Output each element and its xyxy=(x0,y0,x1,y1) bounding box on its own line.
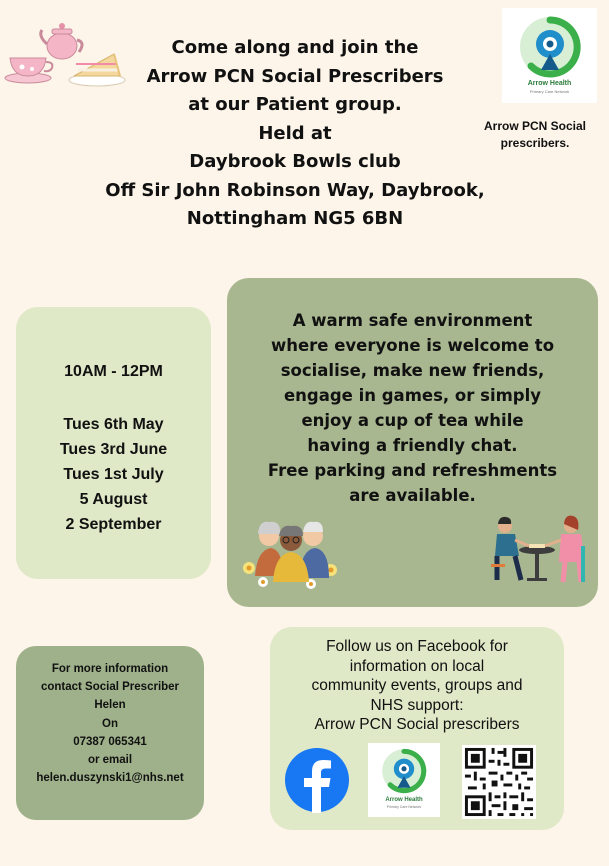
welcome-line: A warm safe environment xyxy=(292,311,533,330)
welcome-line: having a friendly chat. xyxy=(307,436,518,455)
session-date: Tues 1st July xyxy=(63,466,164,483)
title-line: Nottingham NG5 6BN xyxy=(186,208,404,229)
welcome-line: enjoy a cup of tea while xyxy=(301,411,524,430)
arrow-health-logo-mark xyxy=(380,747,428,795)
title-line: Off Sir John Robinson Way, Daybrook, xyxy=(105,179,485,201)
session-date: Tues 6th May xyxy=(63,416,164,433)
session-date: 2 September xyxy=(65,516,162,533)
arrow-health-logo-small xyxy=(368,743,440,817)
arrow-health-logo xyxy=(502,8,597,103)
caption-line: Arrow PCN Social xyxy=(483,119,587,133)
follow-us-box xyxy=(270,627,564,830)
logo-name: Arrow Health xyxy=(527,80,572,87)
follow-line: NHS support: xyxy=(370,696,464,714)
arrow-health-logo-mark xyxy=(517,14,583,80)
schedule-box xyxy=(16,307,211,579)
welcome-box xyxy=(227,278,598,607)
event-title xyxy=(60,34,530,234)
follow-line: information on local xyxy=(349,657,485,675)
welcome-line: engage in games, or simply xyxy=(283,386,542,405)
email-address[interactable]: helen.duszynski1@nhs.net xyxy=(36,772,184,785)
welcome-line: Free parking and refreshments xyxy=(267,461,558,480)
contact-box xyxy=(16,646,204,820)
title-line: Daybrook Bowls club xyxy=(189,151,401,172)
contact-line: or email xyxy=(87,754,133,767)
org-caption xyxy=(474,118,596,152)
caption-line: prescribers. xyxy=(500,136,570,150)
contact-line: contact Social Prescriber xyxy=(40,681,180,694)
chess-players-illustration xyxy=(485,506,593,590)
welcome-line: are available. xyxy=(349,486,476,505)
title-line: Come along and join the xyxy=(171,37,419,58)
session-date: 5 August xyxy=(79,491,148,508)
facebook-icon[interactable] xyxy=(284,747,350,813)
title-line: Arrow PCN Social Prescribers xyxy=(146,65,444,87)
welcome-line: socialise, make new friends, xyxy=(280,361,545,380)
elderly-group-illustration xyxy=(241,506,341,592)
title-line: at our Patient group. xyxy=(188,94,402,115)
facebook-page-name: Arrow PCN Social prescribers xyxy=(314,716,520,733)
follow-us-text xyxy=(270,637,564,735)
logo-name: Arrow Health xyxy=(385,797,423,803)
title-line: Held at xyxy=(258,122,332,144)
session-time: 10AM - 12PM xyxy=(64,363,163,380)
follow-line: Follow us on Facebook for xyxy=(326,638,508,655)
logo-subtitle: Primary Care Network xyxy=(386,805,422,809)
contact-name: Helen xyxy=(94,699,126,712)
session-date: Tues 3rd June xyxy=(59,441,168,458)
contact-line: For more information xyxy=(51,663,169,675)
welcome-line: where everyone is welcome to xyxy=(270,336,555,355)
logo-subtitle: Primary Care Network xyxy=(529,89,570,94)
contact-line: On xyxy=(102,717,118,730)
contact-details xyxy=(16,660,204,787)
session-dates xyxy=(16,412,211,537)
phone-number[interactable]: 07387 065341 xyxy=(73,735,147,748)
follow-line: community events, groups and xyxy=(311,677,523,694)
welcome-description xyxy=(233,308,592,508)
qr-code-icon[interactable] xyxy=(462,745,536,819)
